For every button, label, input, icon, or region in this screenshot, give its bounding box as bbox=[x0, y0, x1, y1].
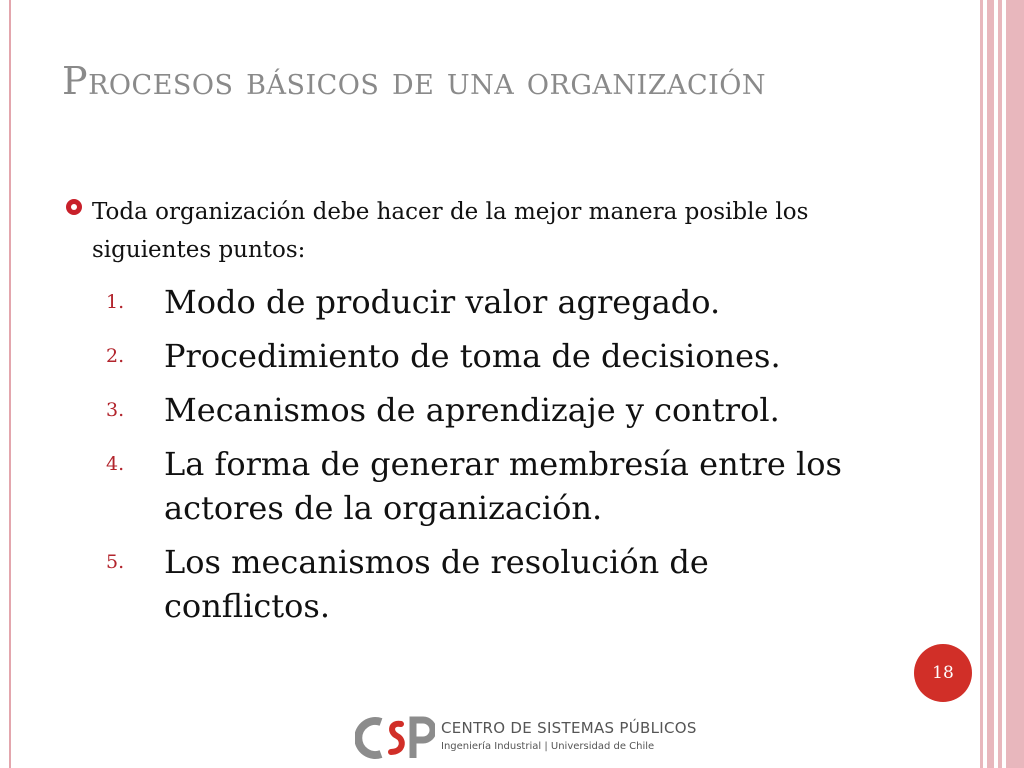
numbered-list bbox=[96, 280, 876, 638]
list-item-number: 2. bbox=[106, 345, 125, 367]
logo-subtitle: Ingeniería Industrial | Universidad de Chile bbox=[441, 741, 655, 752]
list-item bbox=[96, 280, 876, 324]
page-number-badge: 18 bbox=[914, 644, 972, 702]
list-item bbox=[96, 540, 876, 628]
logo-name: CENTRO DE SISTEMAS PÚBLICOS bbox=[441, 719, 697, 737]
list-item-text: Mecanismos de aprendizaje y control. bbox=[164, 391, 780, 429]
list-item-number: 1. bbox=[106, 291, 125, 313]
list-item-number: 4. bbox=[106, 453, 125, 475]
list-item bbox=[96, 442, 876, 530]
intro-text: Toda organización debe hacer de la mejor manera posible los siguientes puntos: bbox=[92, 199, 809, 263]
list-item-text: La forma de generar membresía entre los actores de la organización. bbox=[164, 445, 842, 527]
list-item bbox=[96, 334, 876, 378]
list-item-text: Modo de producir valor agregado. bbox=[164, 283, 721, 321]
list-item-text: Procedimiento de toma de decisiones. bbox=[164, 337, 781, 375]
slide-title: Procesos básicos de una organización bbox=[62, 59, 767, 103]
left-border-rule bbox=[9, 0, 11, 768]
list-item-number: 3. bbox=[106, 399, 125, 421]
csp-logo-icon bbox=[355, 712, 435, 764]
list-item-text: Los mecanismos de resolución de conflictos. bbox=[164, 543, 709, 625]
csp-logo bbox=[355, 712, 697, 764]
list-item bbox=[96, 388, 876, 432]
bullet-icon bbox=[66, 199, 82, 215]
list-item-number: 5. bbox=[106, 551, 125, 573]
right-decorative-bars bbox=[976, 0, 1024, 768]
